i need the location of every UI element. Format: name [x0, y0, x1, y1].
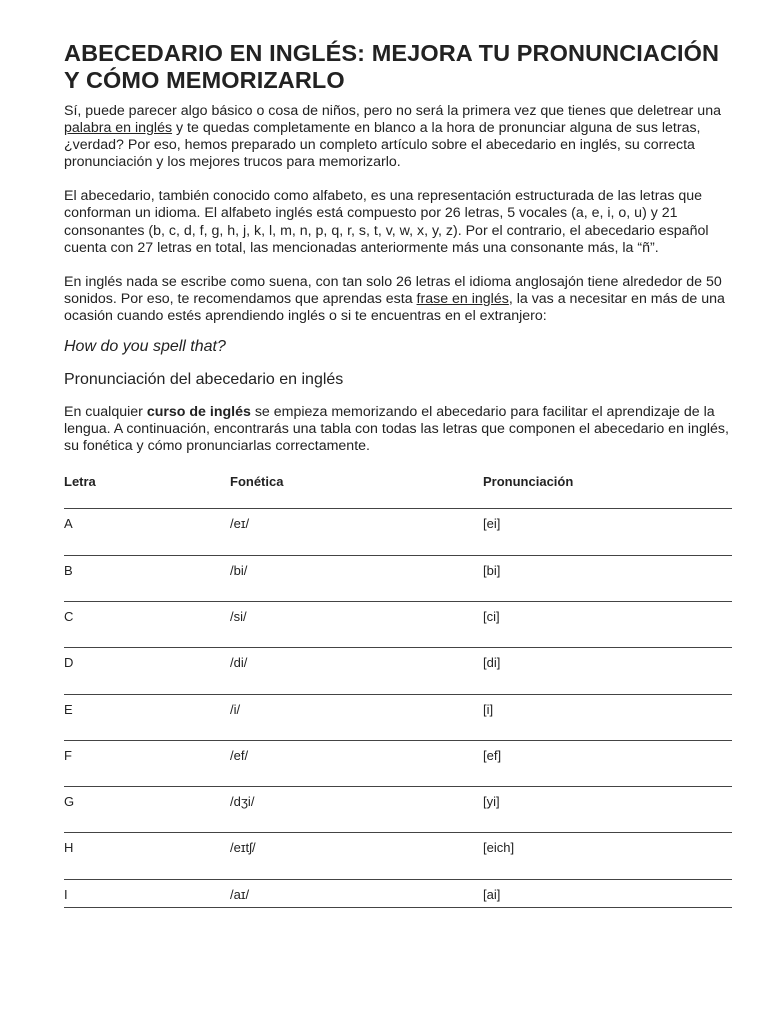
cell-phonetic: /si/ [230, 601, 483, 647]
intro-text-start: Sí, puede parecer algo básico o cosa de niños, pero no será la primera vez que tienes que deletrear una [64, 103, 721, 119]
cell-pronunciation: [i] [483, 694, 732, 740]
cell-phonetic: /i/ [230, 694, 483, 740]
intro-paragraph [64, 103, 732, 171]
cell-letter: D [64, 648, 230, 694]
cell-letter: F [64, 740, 230, 786]
cell-letter: B [64, 555, 230, 601]
palabra-en-ingles-link[interactable]: palabra en inglés [64, 120, 173, 137]
table-row [64, 879, 732, 907]
table-row [64, 787, 732, 833]
table-row [64, 833, 732, 879]
section-heading: Pronunciación del abecedario en inglés [64, 371, 344, 389]
course-text-end: se empieza memorizando el abecedario para facilitar el aprendizaje de la lengua. A continuación, encontrarás una tabla con todas las letras que componen el abecedario en inglés, su fonética y cómo pronunciarlas correctamente. [64, 404, 729, 455]
sounds-text-start: En inglés nada se escribe como suena, con tan solo 26 letras el idioma anglosajón tiene alrededor de 50 sonidos. Por eso, te recomendamos que aprendas esta [64, 273, 722, 307]
course-paragraph [64, 404, 732, 455]
cell-letter: G [64, 787, 230, 833]
cell-phonetic: /bi/ [230, 555, 483, 601]
cell-phonetic: /aɪ/ [230, 879, 483, 907]
page-title: ABECEDARIO EN INGLÉS: MEJORA TU PRONUNCIACIÓN Y CÓMO MEMORIZARLO [64, 40, 720, 93]
table-row [64, 601, 732, 647]
cell-pronunciation: [di] [483, 648, 732, 694]
cell-phonetic: /ef/ [230, 740, 483, 786]
cell-pronunciation: [ei] [483, 509, 732, 555]
cell-pronunciation: [bi] [483, 555, 732, 601]
column-header-pronunciacion: Pronunciación [483, 474, 732, 509]
alphabet-table [64, 474, 732, 907]
curso-de-ingles-bold: curso de inglés [146, 404, 251, 421]
cell-pronunciation: [yi] [483, 787, 732, 833]
course-text-start: En cualquier [64, 404, 147, 421]
column-header-fonetica: Fonética [230, 474, 483, 509]
spell-quote: How do you spell that? [64, 338, 226, 356]
table-header-row [64, 474, 732, 509]
alphabet-paragraph: El abecedario, también conocido como alfabeto, es una representación estructurada de las letras que conforman un idioma. El alfabeto inglés está compuesto por 26 letras, 5 vocales (a, e, i, o, u) y 21 consonantes (b, c, d, f, g, h, j, k, l, m, n, p, q, r, s, t, v, w, x, y, z). Por el contrario, el abecedario español cuenta con 27 letras en total, las mencionadas anteriormente más una consonante más, la “ñ”. [64, 188, 709, 256]
cell-pronunciation: [ci] [483, 601, 732, 647]
cell-letter: H [64, 833, 230, 879]
article [64, 40, 732, 908]
table-row [64, 509, 732, 555]
cell-letter: I [64, 879, 230, 907]
cell-pronunciation: [ai] [483, 879, 732, 907]
sounds-text-end: , la vas a necesitar en más de una ocasión cuando estés aprendiendo inglés o si te encuentras en el extranjero: [64, 290, 725, 324]
intro-text-end: y te quedas completamente en blanco a la hora de pronunciar alguna de sus letras, ¿verdad? Por eso, hemos preparado un completo artículo sobre el abecedario en inglés, su correcta pronunciación y los mejores trucos para memorizarlo. [64, 120, 701, 171]
table-row [64, 648, 732, 694]
cell-letter: E [64, 694, 230, 740]
sounds-paragraph [64, 274, 732, 325]
table-row [64, 740, 732, 786]
frase-en-ingles-link[interactable]: frase en inglés [416, 290, 509, 307]
cell-pronunciation: [ef] [483, 740, 732, 786]
table-row [64, 694, 732, 740]
table-row [64, 555, 732, 601]
cell-letter: A [64, 509, 230, 555]
cell-pronunciation: [eich] [483, 833, 732, 879]
cell-letter: C [64, 601, 230, 647]
cell-phonetic: /dʒi/ [230, 787, 483, 833]
cell-phonetic: /di/ [230, 648, 483, 694]
cell-phonetic: /eɪtʃ/ [230, 833, 483, 879]
column-header-letra: Letra [64, 474, 230, 509]
cell-phonetic: /eɪ/ [230, 509, 483, 555]
